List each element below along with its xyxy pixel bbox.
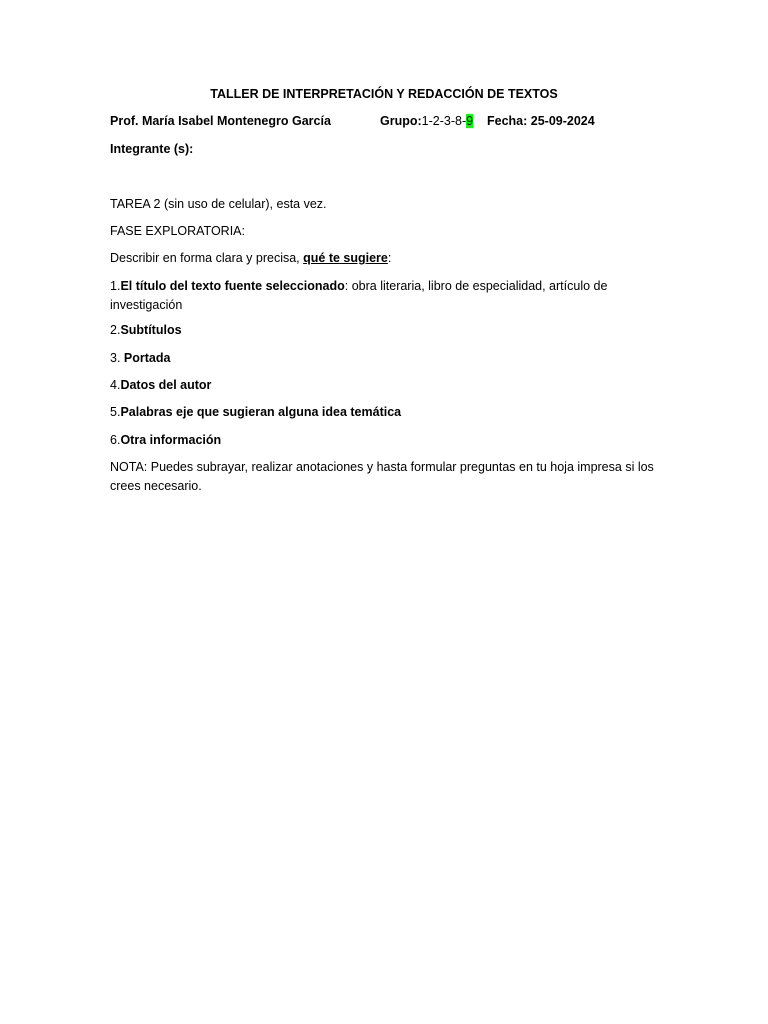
item-heading: Portada (123, 351, 171, 365)
date-field: Fecha: 25-09-2024 (487, 114, 595, 128)
item-number: 6. (110, 433, 121, 447)
group-info (380, 112, 473, 131)
item-number: 3. (110, 351, 124, 365)
group-value: 1-2-3-8- (421, 114, 467, 128)
document-title: TALLER DE INTERPRETACIÓN Y REDACCIÓN DE TEXTOS (210, 87, 558, 101)
list-item (110, 403, 401, 422)
describe-prefix: Describir en forma clara y precisa, (110, 251, 304, 265)
phase-line: FASE EXPLORATORIA: (110, 224, 245, 238)
list-item (110, 349, 170, 368)
item-heading: Otra información (120, 433, 222, 447)
item-heading: Subtítulos (120, 323, 182, 337)
item-number: 4. (110, 378, 121, 392)
list-item (110, 431, 221, 450)
item-number: 5. (110, 405, 121, 419)
group-label: Grupo: (380, 114, 422, 128)
list-item (110, 376, 211, 395)
members-label: Integrante (s): (110, 142, 194, 156)
item-heading: Palabras eje que sugieran alguna idea temática (120, 405, 402, 419)
item-detail: : obra literaria, libro de especialidad, artículo de investigación (110, 279, 608, 312)
note-paragraph: NOTA: Puedes subrayar, realizar anotaciones y hasta formular preguntas en tu hoja impresa si los crees necesario. (110, 460, 654, 493)
describe-emphasis: qué te sugiere (303, 251, 388, 265)
describe-suffix: : (387, 251, 392, 265)
list-item (110, 321, 182, 340)
task-line: TAREA 2 (sin uso de celular), esta vez. (110, 197, 327, 211)
item-heading: Datos del autor (120, 378, 212, 392)
item-heading: El título del texto fuente seleccionado (120, 279, 345, 293)
list-item (110, 277, 660, 315)
describe-line (110, 249, 391, 268)
item-number: 1. (110, 279, 121, 293)
header-line (110, 112, 331, 131)
group-highlight: 9 (466, 114, 474, 128)
item-number: 2. (110, 323, 121, 337)
professor-name: Prof. María Isabel Montenegro García (110, 114, 331, 128)
